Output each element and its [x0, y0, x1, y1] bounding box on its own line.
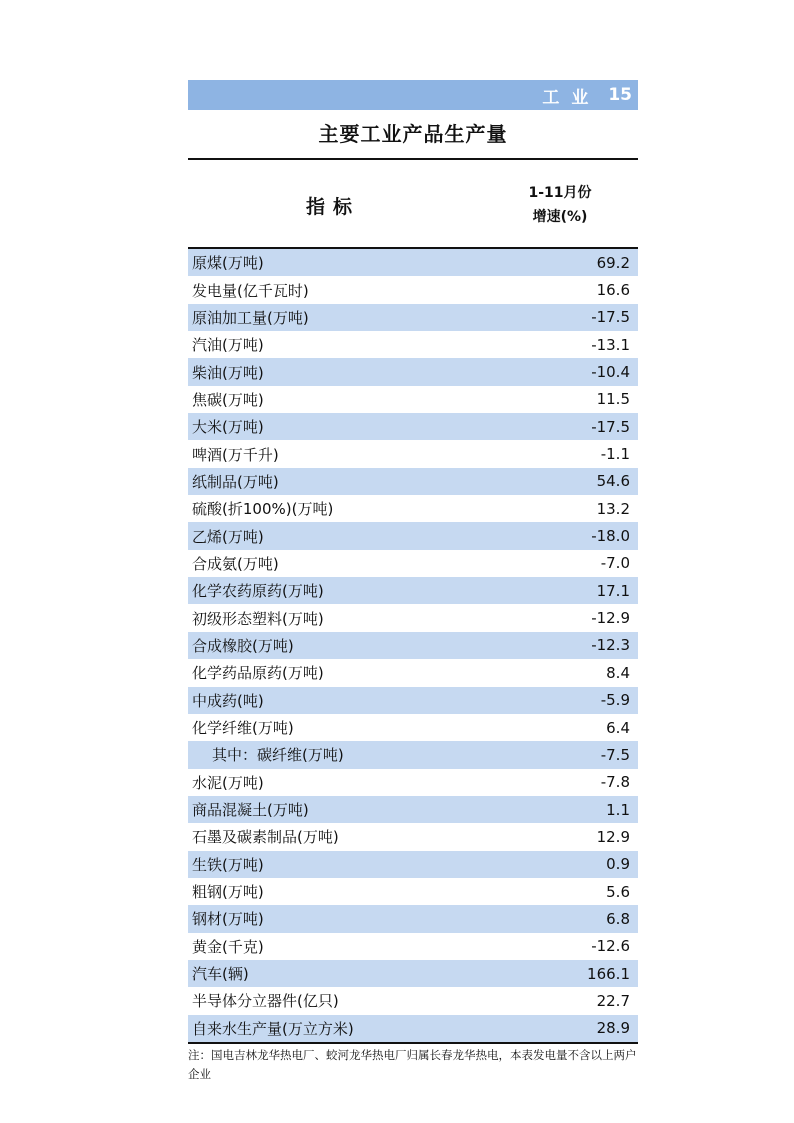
- table-row: [188, 687, 638, 714]
- top-rule: [188, 158, 638, 160]
- growth-value: -10.4: [591, 363, 630, 382]
- growth-value: -17.5: [591, 417, 630, 436]
- indicator-name: 生铁(万吨): [192, 855, 264, 874]
- indicator-name: 粗钢(万吨): [192, 883, 264, 902]
- table-title: 主要工业产品生产量: [318, 122, 508, 146]
- growth-value: 5.6: [606, 882, 630, 901]
- indicator-name: 合成氨(万吨): [192, 554, 279, 573]
- table-row: [188, 933, 638, 960]
- growth-value: -7.8: [600, 773, 630, 792]
- footnote: 注：国电吉林龙华热电厂、蛟河龙华热电厂归属长春龙华热电，本表发电量不含以上两户企业: [188, 1048, 637, 1081]
- growth-value: -13.1: [591, 335, 630, 354]
- table-row: [188, 851, 638, 878]
- indicator-name: 汽油(万吨): [192, 336, 264, 355]
- growth-value: 12.9: [596, 827, 630, 846]
- growth-value: 11.5: [596, 390, 630, 409]
- indicator-name: 化学纤维(万吨): [192, 719, 294, 738]
- table-row: [188, 249, 638, 276]
- indicator-name: 化学农药原药(万吨): [192, 582, 324, 601]
- indicator-name: 汽车(辆): [192, 965, 249, 984]
- data-table: [188, 249, 638, 1042]
- indicator-name: 化学药品原药(万吨): [192, 664, 324, 683]
- indicator-name: 柴油(万吨): [192, 363, 264, 382]
- indicator-name: 中成药(吨): [192, 691, 264, 710]
- indicator-name: 发电量(亿千瓦时): [192, 281, 309, 300]
- table-row: [188, 741, 638, 768]
- table-row: [188, 304, 638, 331]
- growth-value: 8.4: [606, 663, 630, 682]
- table-row: [188, 276, 638, 303]
- table-row: [188, 1015, 638, 1042]
- growth-value: -1.1: [600, 445, 630, 464]
- section-banner: [188, 80, 638, 110]
- table-row: [188, 714, 638, 741]
- growth-value: 69.2: [596, 253, 630, 272]
- indicator-name: 商品混凝土(万吨): [192, 801, 309, 820]
- growth-value: 16.6: [596, 281, 630, 300]
- growth-value: -7.0: [600, 554, 630, 573]
- table-row: [188, 386, 638, 413]
- table-row: [188, 358, 638, 385]
- indicator-name: 初级形态塑料(万吨): [192, 609, 324, 628]
- indicator-name: 乙烯(万吨): [192, 527, 264, 546]
- indicator-name: 大米(万吨): [192, 418, 264, 437]
- indicator-header: 指标: [305, 196, 360, 218]
- growth-value: -12.9: [591, 609, 630, 628]
- growth-label: 增速(%): [532, 209, 588, 225]
- table-row: [188, 769, 638, 796]
- indicator-name: 焦碳(万吨): [192, 390, 264, 409]
- growth-value: 6.8: [606, 909, 630, 928]
- table-row: [188, 495, 638, 522]
- bottom-rule: [188, 1042, 638, 1044]
- growth-value: 0.9: [606, 855, 630, 874]
- indicator-name: 啤酒(万千升): [192, 445, 279, 464]
- growth-value: -5.9: [600, 691, 630, 710]
- table-row: [188, 468, 638, 495]
- indicator-name: 其中：碳纤维(万吨): [212, 746, 344, 765]
- growth-value: 166.1: [587, 964, 630, 983]
- period-label: 1-11月份: [528, 185, 592, 201]
- table-row: [188, 413, 638, 440]
- table-row: [188, 440, 638, 467]
- indicator-name: 硫酸(折100%)(万吨): [192, 500, 334, 519]
- table-row: [188, 632, 638, 659]
- growth-value: 28.9: [596, 1019, 630, 1038]
- growth-value: 17.1: [596, 581, 630, 600]
- table-row: [188, 960, 638, 987]
- growth-value: 6.4: [606, 718, 630, 737]
- indicator-name: 原油加工量(万吨): [192, 308, 309, 327]
- growth-value: 22.7: [596, 991, 630, 1010]
- growth-value: -18.0: [591, 527, 630, 546]
- table-row: [188, 550, 638, 577]
- growth-value: 1.1: [606, 800, 630, 819]
- indicator-name: 自来水生产量(万立方米): [192, 1019, 354, 1038]
- table-row: [188, 577, 638, 604]
- growth-value: -12.3: [591, 636, 630, 655]
- growth-value: 54.6: [596, 472, 630, 491]
- indicator-name: 黄金(千克): [192, 937, 264, 956]
- growth-header: [495, 181, 625, 229]
- table-row: [188, 659, 638, 686]
- growth-value: -12.6: [591, 937, 630, 956]
- table-row: [188, 796, 638, 823]
- indicator-name: 纸制品(万吨): [192, 472, 279, 491]
- indicator-name: 合成橡胶(万吨): [192, 636, 294, 655]
- growth-value: 13.2: [596, 499, 630, 518]
- indicator-name: 原煤(万吨): [192, 254, 264, 273]
- table-row: [188, 823, 638, 850]
- table-row: [188, 905, 638, 932]
- growth-value: -17.5: [591, 308, 630, 327]
- page-number: 15: [608, 85, 632, 105]
- table-row: [188, 878, 638, 905]
- indicator-name: 石墨及碳素制品(万吨): [192, 828, 339, 847]
- indicator-name: 水泥(万吨): [192, 773, 264, 792]
- table-row: [188, 331, 638, 358]
- table-row: [188, 522, 638, 549]
- table-row: [188, 604, 638, 631]
- indicator-name: 半导体分立器件(亿只): [192, 992, 339, 1011]
- section-name: 工业: [542, 87, 601, 108]
- table-row: [188, 987, 638, 1014]
- indicator-name: 钢材(万吨): [192, 910, 264, 929]
- growth-value: -7.5: [600, 745, 630, 764]
